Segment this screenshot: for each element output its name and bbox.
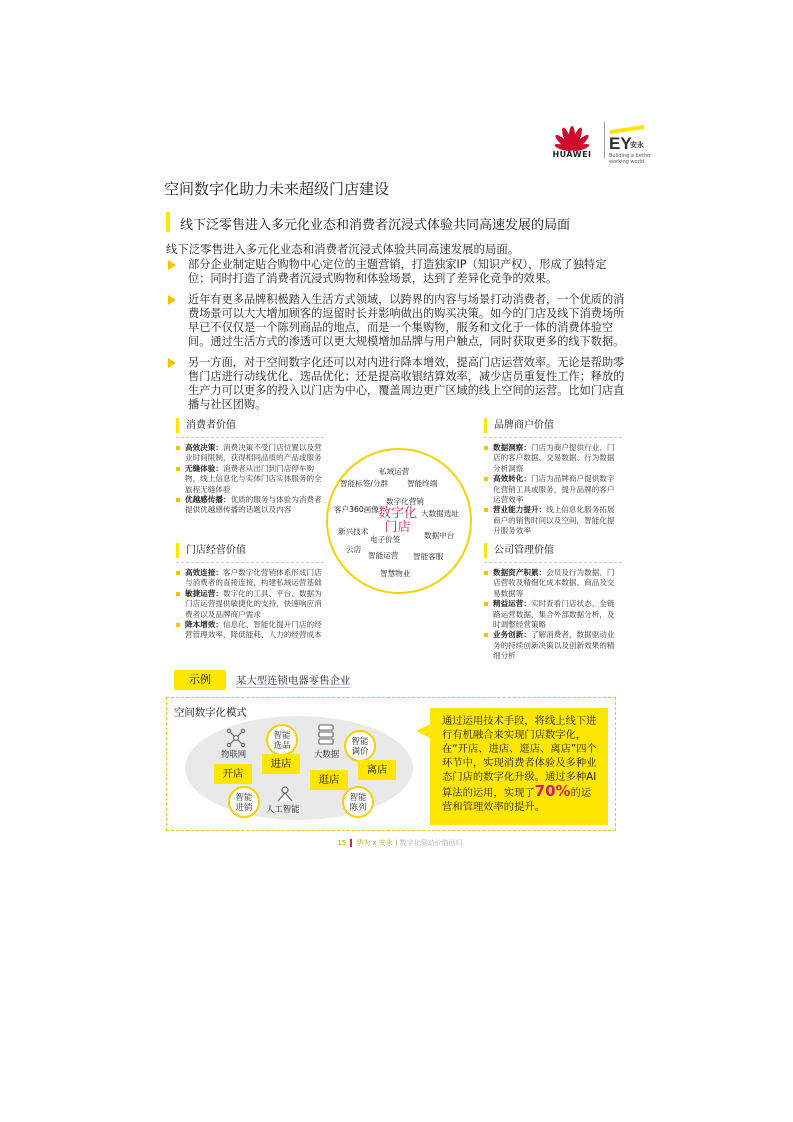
item-text: 门店为品牌商户提供数字化营销工具或服务，提升品牌的客户运营效率 [493, 474, 615, 505]
triangle-bullet-icon [168, 295, 176, 305]
network-icon [226, 728, 246, 748]
list-item [176, 589, 324, 620]
item-label: 高效连接： [185, 568, 223, 577]
footer-doc: 数字化驱动价值回归 [399, 839, 463, 847]
circle-keyword: 数字化营销 [386, 497, 424, 506]
circle-keyword: 智能终端 [407, 479, 438, 488]
footer-org: 华为 x 安永 [356, 839, 393, 847]
bullet-text: 近年有更多品牌积极踏入生活方式领域，以跨界的内容与场景打动消费者，一个优质的消费场景可以大大增加顾客的逗留时长并影响做出的购买决策。如今的门店及线下消费场所早已不仅仅是一个陈列商品的地点，而是一个集购物，服务和文化于一体的消费体验空间。通过生活方式的渗透可以更大规模增加品牌与用户触点，同时获取更多的线下数据。 [188, 293, 625, 348]
ring-smart-sales: 智能 进销 [228, 786, 260, 818]
item-label: 数据资产积累： [493, 568, 547, 577]
circle-keyword: 智慧物业 [380, 569, 411, 578]
store-ops-value-title: 门店经营价值 [176, 543, 324, 558]
item-label: 高效转化： [493, 474, 531, 484]
consumer-value-block [176, 418, 324, 516]
divider [484, 437, 622, 438]
list-item [176, 464, 324, 495]
square-bullet-icon [176, 571, 180, 575]
brand-value-title: 品牌商户价值 [484, 418, 622, 433]
item-label: 高效决策： [185, 443, 223, 452]
database-icon [318, 724, 334, 746]
circle-keyword: 数据中台 [424, 531, 455, 540]
list-item [176, 568, 324, 589]
list-item [166, 293, 626, 349]
circle-keyword: 新兴技术 [338, 527, 369, 536]
item-label: 无缝体验： [185, 463, 223, 473]
ai-label: 人工智能 [266, 804, 300, 814]
consumer-value-title: 消费者价值 [176, 418, 324, 433]
item-text: 信息化、智能化提升门店的经营管理效率，降低能耗、人力的经营成本 [185, 620, 322, 640]
ey-logo-cn: 安永 [630, 141, 644, 149]
stage-enter-store: 进店 [262, 754, 300, 774]
section-accent-bar [166, 212, 170, 232]
item-text: 门店为商户提供行业、门店的客户数据、交易数据、行为数据分析洞察 [493, 443, 615, 473]
list-item [166, 258, 626, 286]
item-text: 了解消费者，数据驱动业务的持续创新决策以及创新效果的精细分析 [493, 630, 615, 661]
square-bullet-icon [484, 571, 488, 575]
item-text: 优质的服务与体验为消费者提供优越感传播的话题以及内容 [185, 495, 322, 515]
list-item [484, 630, 622, 661]
circle-keyword: 客户360画像 [334, 505, 379, 514]
circle-keyword: 智能标签/分群 [340, 479, 389, 488]
page-title: 空间数字化助力未来超级门店建设 [164, 180, 390, 198]
item-label: 营业能力提升： [493, 505, 547, 515]
circle-keyword: 私域运营 [379, 467, 410, 476]
list-item [484, 474, 622, 505]
consumer-value-list [176, 443, 324, 516]
item-text: 消费决策不受门店位置以及营业时间限制，获得相同品质的产品或服务 [185, 443, 322, 463]
stage-browse-store: 逛店 [310, 770, 348, 790]
item-text: 客户数字化营销体系形成门店与消费者的直接连接，构建私域运营基础 [185, 568, 322, 588]
ring-smart-pricing: 智能 调价 [344, 730, 376, 762]
list-item [484, 568, 622, 599]
divider [176, 437, 324, 438]
example-label: 示例 [174, 670, 226, 690]
divider [176, 562, 324, 563]
person-icon [276, 786, 294, 802]
list-item [176, 620, 324, 641]
brand-value-list [484, 443, 622, 537]
square-bullet-icon [484, 633, 488, 637]
square-bullet-icon [176, 467, 180, 471]
list-item [484, 505, 622, 536]
list-item [176, 443, 324, 464]
store-ops-value-list [176, 568, 324, 641]
company-value-block [484, 543, 622, 662]
circle-keyword: 大数据选址 [421, 509, 459, 518]
ey-logo-text: EY [609, 134, 632, 153]
huawei-logo-text: HUAWEI [552, 150, 592, 159]
bullet-list [166, 258, 626, 419]
brand-value-block [484, 418, 622, 537]
stage-leave-store: 离店 [358, 760, 396, 780]
page-footer: 15 华为 x 安永 | 数字化驱动价值回归 [337, 839, 463, 847]
square-bullet-icon [176, 592, 180, 596]
item-label: 精益运营： [493, 599, 531, 609]
square-bullet-icon [176, 623, 180, 627]
triangle-bullet-icon [168, 358, 176, 368]
square-bullet-icon [176, 498, 180, 502]
example-company: 某大型连锁电器零售企业 [236, 675, 351, 687]
ring-smart-selection: 智能 选品 [266, 724, 298, 756]
item-text: 数字化的工具、平台、数据为门店运营提供敏捷化的支持，快速响应消费者以及品牌商户需求 [185, 588, 322, 619]
item-label: 敏捷运营： [185, 588, 223, 598]
company-value-title: 公司管理价值 [484, 543, 622, 558]
circle-keyword: 智能运营 [368, 551, 399, 560]
circle-keyword: 电子价签 [370, 535, 401, 544]
page-number: 15 [337, 839, 347, 847]
stage-open-store: 开店 [214, 764, 252, 784]
square-bullet-icon [484, 446, 488, 450]
item-label: 业务创新： [493, 630, 531, 640]
item-label: 数据洞察： [493, 443, 531, 452]
square-bullet-icon [484, 477, 488, 481]
callout-pointer [416, 724, 430, 738]
list-item [484, 599, 622, 630]
ey-tagline: Building a better working world [609, 153, 651, 165]
circle-center-label: 数字化 门店 [378, 506, 418, 535]
list-item [176, 495, 324, 516]
square-bullet-icon [484, 602, 488, 606]
item-text: 线上信息化服务拓展商户的销售时间以及空间，智能化提升服务效率 [493, 505, 615, 536]
circle-keyword: 云店 [346, 545, 362, 554]
model-title: 空间数字化模式 [174, 707, 247, 719]
item-text: 实时查看门店状态、全链路运营数据，集合外部数据分析，及时调整经营策略 [493, 599, 615, 630]
ring-smart-display: 智能 陈列 [342, 786, 374, 818]
callout-highlight: 70% [534, 782, 571, 800]
store-ops-value-block [176, 543, 324, 641]
list-item [166, 356, 626, 412]
logo-divider [604, 122, 605, 158]
company-value-list [484, 568, 622, 662]
list-item [484, 443, 622, 474]
square-bullet-icon [176, 446, 180, 450]
divider [484, 562, 622, 563]
item-text: 消费者从出门到门店停车购物，线上信息化与实体门店实体服务的全旅程无缝体验 [185, 463, 322, 494]
item-label: 优越感传播： [185, 495, 231, 505]
bigdata-label: 大数据 [314, 749, 340, 759]
example-callout [430, 708, 608, 825]
item-text: 会员及行为数据、门店营收及精细化成本数据、商品及交易数据等 [493, 568, 615, 598]
footer-divider [350, 839, 352, 847]
callout-text-post: 的运营和管理效率的提升。 [442, 787, 592, 813]
circle-keyword: 智能客服 [413, 552, 444, 561]
callout-text-pre: 通过运用技术手段，将线上线下进行有机融合来实现门店数字化，在“开店、进店、逛店、离店”四个环节中，实现消费者体验及多种业态门店的数字化升级。通过多种AI算法的运用，实现了 [442, 715, 597, 799]
bullet-text: 部分企业制定贴合购物中心定位的主题营销，打造独家IP（知识产权），形成了独特定位；同时打造了消费者沉浸式购物和体验场景，达到了差异化竞争的效果。 [188, 258, 607, 285]
section-title: 线下泛零售进入多元化业态和消费者沉浸式体验共同高速发展的局面 [180, 218, 571, 233]
iot-label: 物联网 [221, 749, 247, 759]
section-intro: 线下泛零售进入多元化业态和消费者沉浸式体验共同高速发展的局面。 [166, 242, 520, 256]
digital-store-circle [326, 448, 472, 594]
square-bullet-icon [484, 508, 488, 512]
item-label: 降本增效： [185, 620, 223, 630]
bullet-text: 另一方面，对于空间数字化还可以对内进行降本增效，提高门店运营效率。无论是帮助零售门店进行动线优化、选品优化；还是提高收银结算效率，减少店员重复性工作；释放的生产力可以更多的投入以门店为中心，覆盖周边更广区域的线上空间的运营。比如门店直播与社区团购。 [188, 356, 625, 411]
triangle-bullet-icon [168, 260, 176, 270]
